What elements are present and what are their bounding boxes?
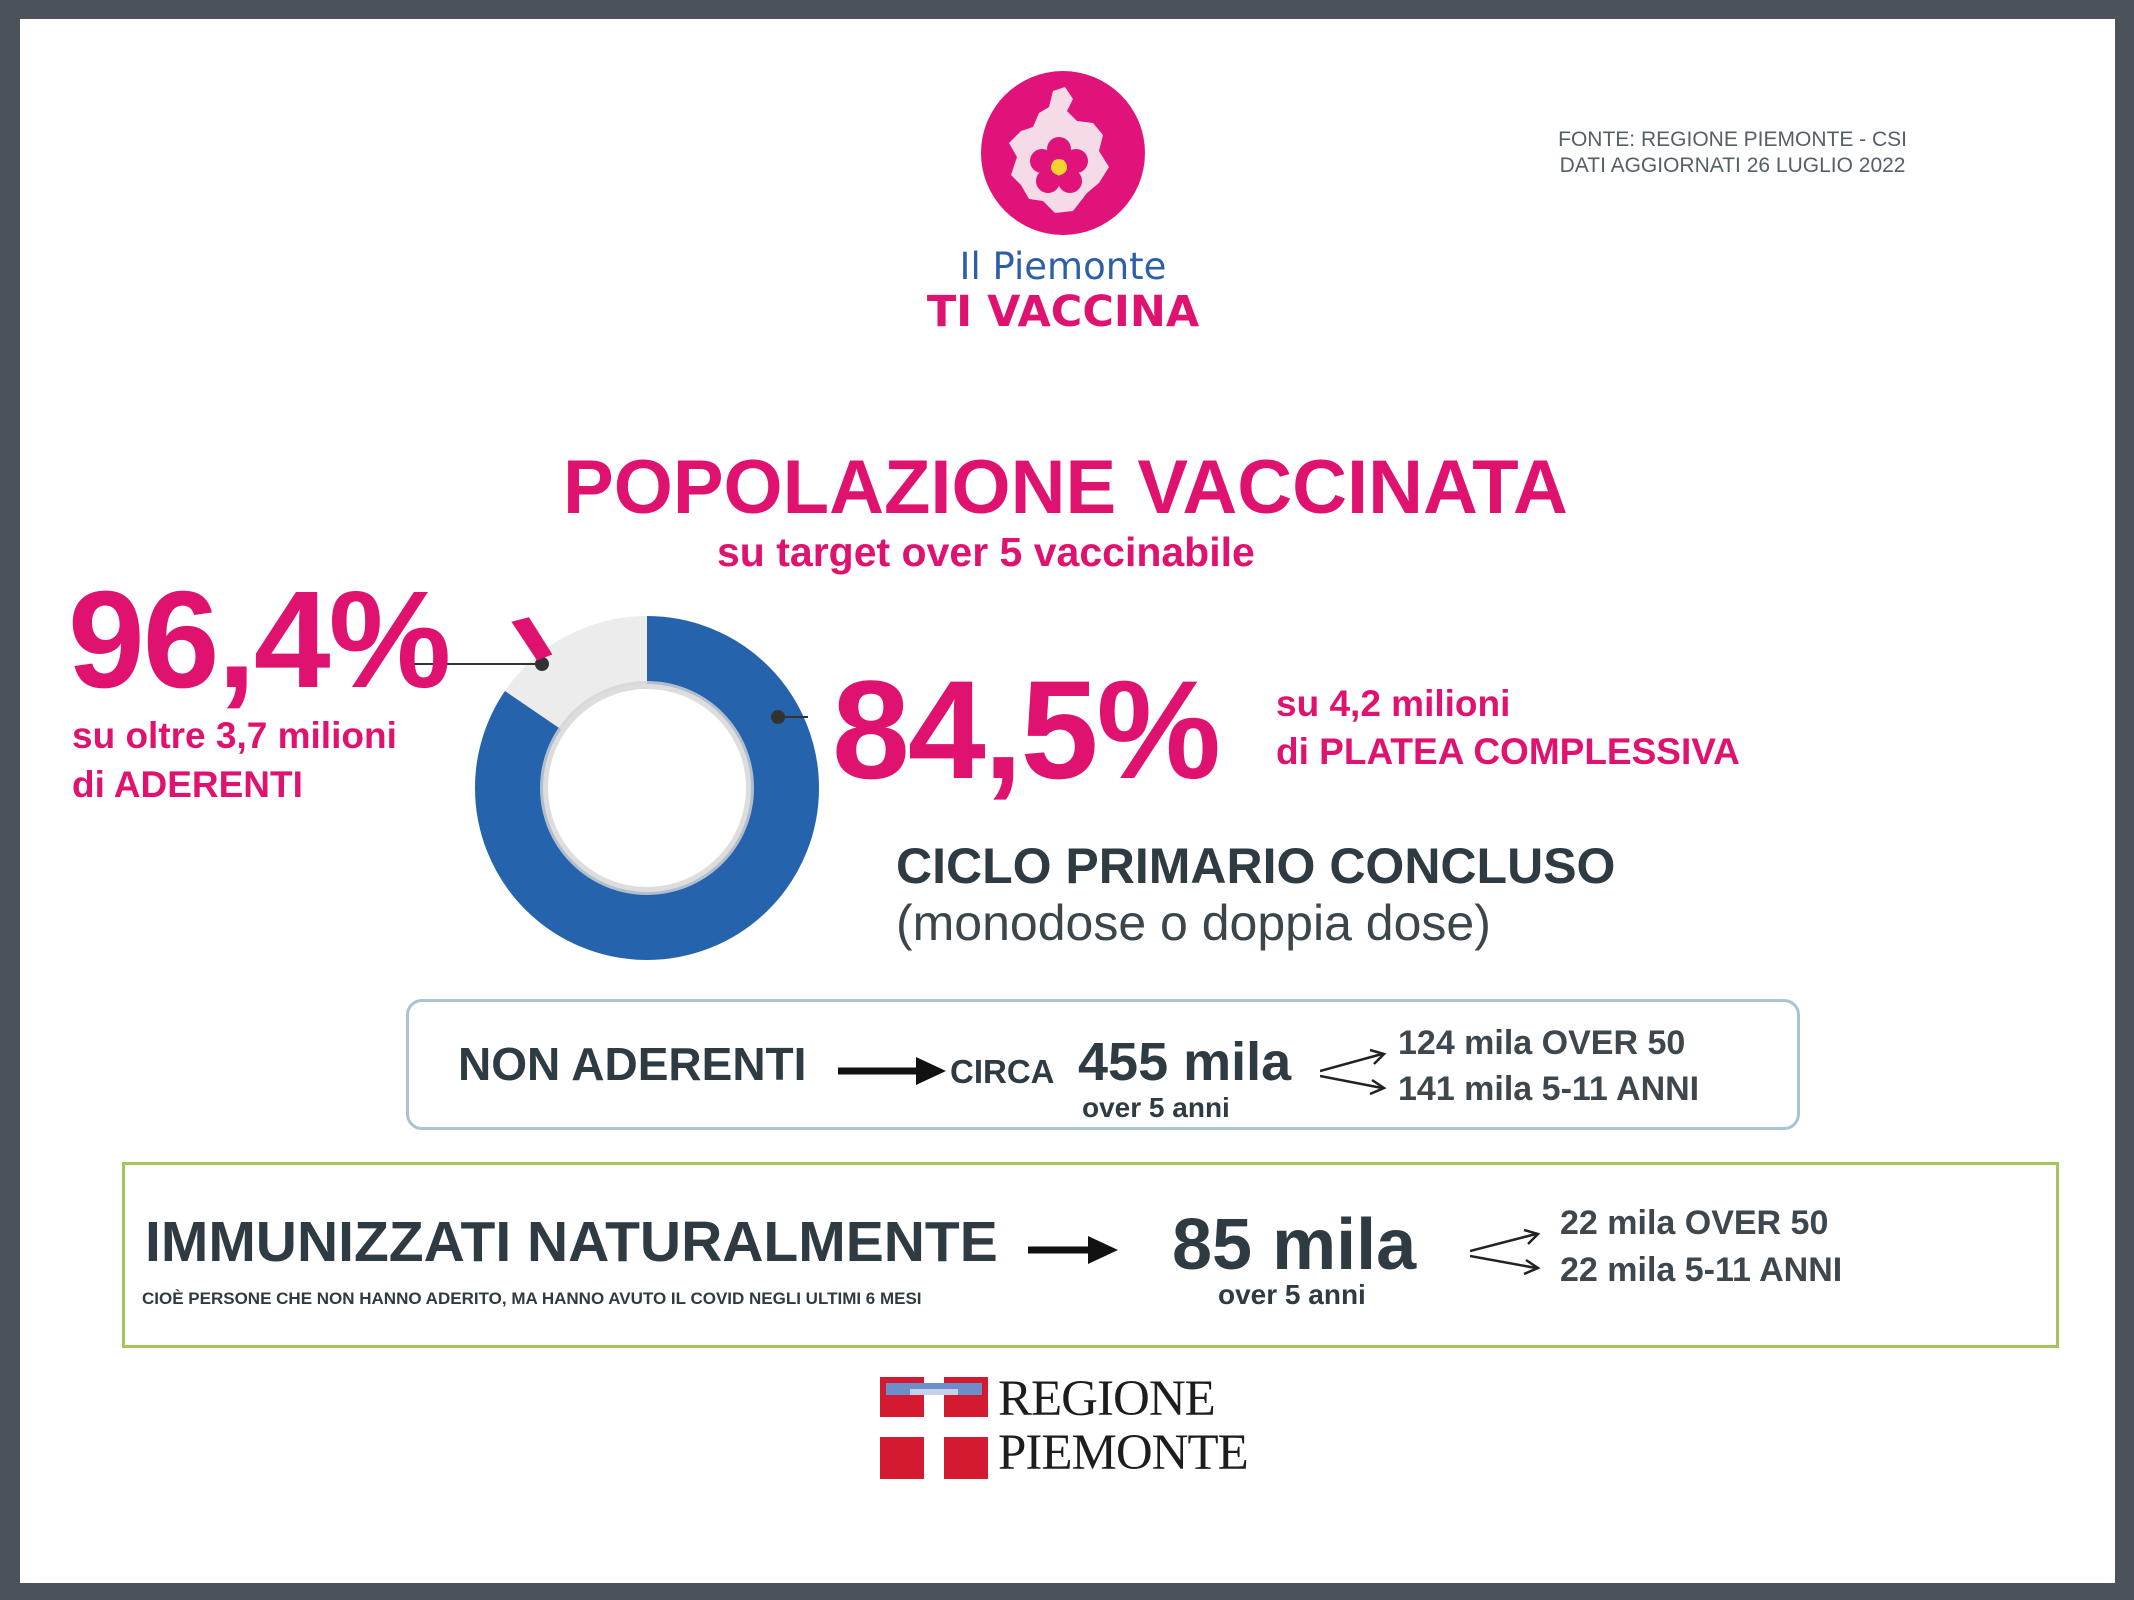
immunizzati-label: IMMUNIZZATI NATURALMENTE <box>145 1210 998 1274</box>
non-aderenti-sub-1: 124 mila OVER 50 <box>1398 1024 1686 1062</box>
ciclo-subtitle: (monodose o doppia dose) <box>896 895 1491 951</box>
aderenti-note <box>72 711 397 809</box>
non-aderenti-circa: CIRCA <box>950 1053 1055 1090</box>
split-arrows-icon-2 <box>1470 1224 1550 1284</box>
platea-note-line-1: su 4,2 milioni <box>1276 683 1511 724</box>
platea-note-line-2: di PLATEA COMPLESSIVA <box>1276 731 1740 772</box>
split-arrows-icon <box>1320 1044 1395 1104</box>
ciclo-title: CICLO PRIMARIO CONCLUSO <box>896 838 1616 894</box>
non-aderenti-label: NON ADERENTI <box>458 1038 807 1090</box>
regione-line-2: PIEMONTE <box>998 1425 1248 1481</box>
aderenti-note-line-2: di ADERENTI <box>72 764 303 805</box>
immunizzati-sub-2: 22 mila 5-11 ANNI <box>1560 1251 1843 1289</box>
platea-percent: 84,5% <box>832 651 1219 808</box>
non-aderenti-note: over 5 anni <box>1082 1092 1230 1123</box>
regione-line-1: REGIONE <box>998 1371 1215 1427</box>
non-aderenti-value: 455 mila <box>1078 1032 1292 1092</box>
regione-flag-icon <box>880 1377 988 1479</box>
regione-logo-text <box>998 1372 1248 1480</box>
arrow-right-icon-2 <box>1028 1230 1120 1270</box>
immunizzati-sub-1: 22 mila OVER 50 <box>1560 1204 1829 1242</box>
logo-text-line-1: Il Piemonte <box>959 245 1167 288</box>
non-aderenti-sub-2: 141 mila 5-11 ANNI <box>1398 1070 1700 1108</box>
platea-note <box>1276 680 1740 776</box>
immunizzati-value: 85 mila <box>1172 1205 1417 1285</box>
source-line-1: FONTE: REGIONE PIEMONTE - CSI <box>1558 128 1907 151</box>
aderenti-percent: 96,4% <box>68 563 450 717</box>
immunizzati-note: CIOÈ PERSONE CHE NON HANNO ADERITO, MA HANNO AVUTO IL COVID NEGLI ULTIMI 6 MESI <box>142 1289 922 1308</box>
logo-text-line-2: TI VACCINA <box>926 287 1200 337</box>
page-title-text: POPOLAZIONE VACCINATA <box>563 445 1568 530</box>
infographic-sheet <box>20 19 2115 1583</box>
aderenti-note-line-1: su oltre 3,7 milioni <box>72 715 397 756</box>
source-line-2: DATI AGGIORNATI 26 LUGLIO 2022 <box>1559 154 1906 177</box>
arrow-right-icon <box>838 1051 948 1091</box>
immunizzati-value-note: over 5 anni <box>1218 1279 1366 1310</box>
page-subtitle: su target over 5 vaccinabile <box>717 529 1255 575</box>
